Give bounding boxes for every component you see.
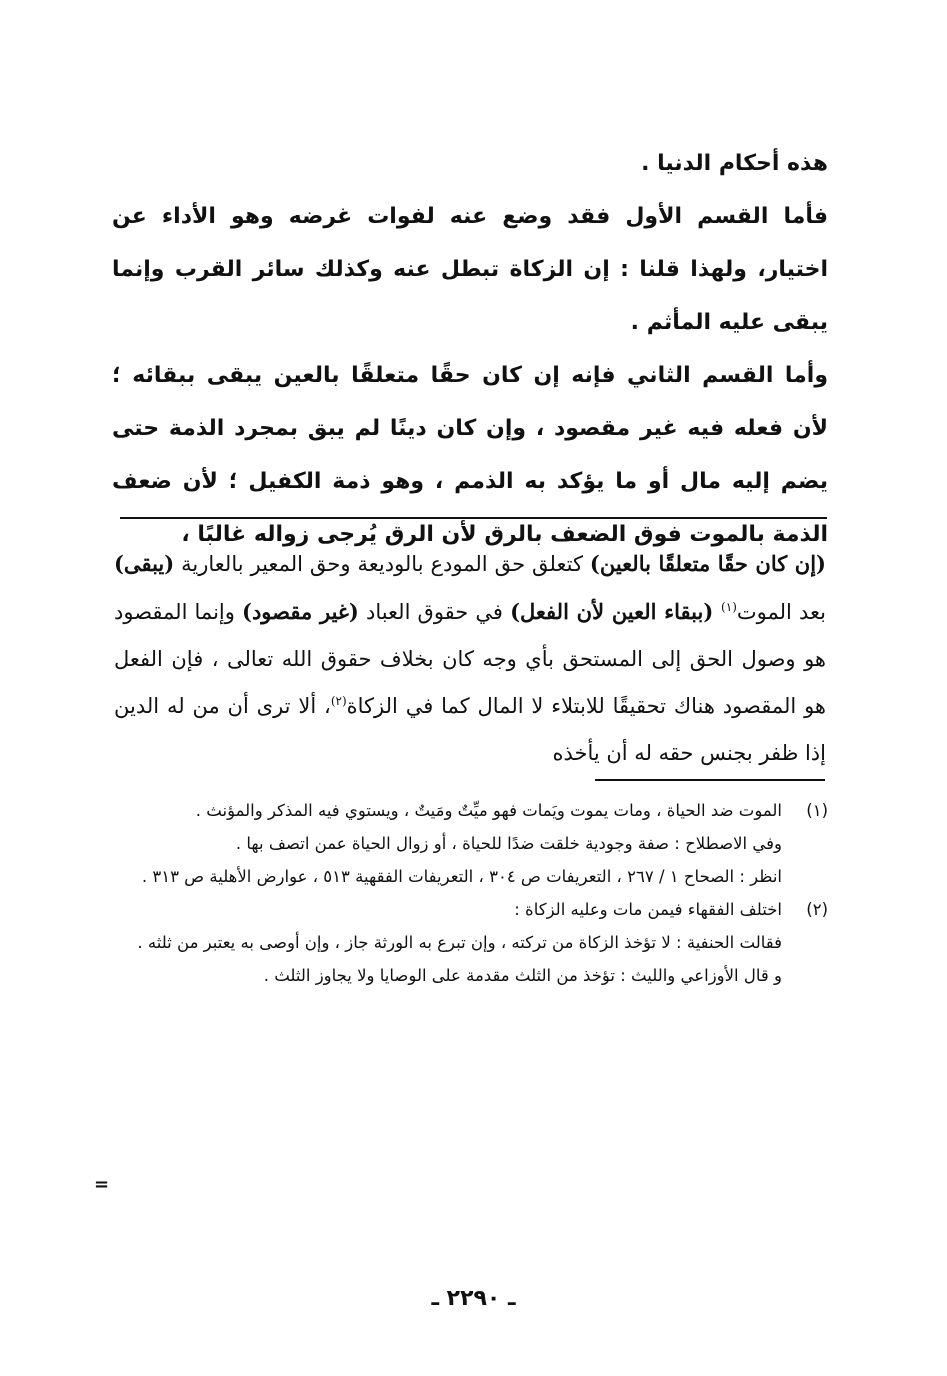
commentary-text-1: كتعلق حق المودع بالوديعة وحق المعير بالعارية	[174, 552, 590, 576]
footnote-2	[108, 893, 828, 992]
footnote-1-line-3: انظر : الصحاح ١ / ٢٦٧ ، التعريفات ص ٣٠٤ ، التعريفات الفقهية ٥١٣ ، عوارض الأهلية ص ٣١٣ .	[141, 867, 782, 886]
footnote-1-body	[108, 794, 782, 893]
main-separator-rule	[120, 517, 827, 519]
commentary-text-4: وإنما المقصود هو وصول الحق إلى المستحق بأي وجه كان بخلاف حقوق الله تعالى ، فإن الفعل هو المقصود هناك تحقيقًا للابتلاء لا المال كما في الزكاة	[114, 600, 826, 718]
main-text-paragraph-1: فأما القسم الأول فقد وضع عنه لفوات غرضه وهو الأداء عن اختيار، ولهذا قلنا : إن الزكاة تبطل عنه وكذلك سائر القرب وإنما يبقى عليه المأثم .	[112, 204, 828, 335]
footnote-2-line-2: فقالت الحنفية : لا تؤخذ الزكاة من تركته ، وإن تبرع به الورثة جاز ، وإن أوصى به يعتبر من ثلثه .	[137, 933, 782, 952]
footnote-2-line-3: و قال الأوزاعي والليث : تؤخذ من الثلث مقدمة على الوصايا ولا يجاوز الثلث .	[263, 966, 782, 985]
footnote-2-number: (٢)	[806, 900, 828, 919]
commentary-text-3: في حقوق العباد	[358, 600, 511, 624]
commentary-quote-2: (يبقى)	[114, 551, 175, 576]
commentary-quote-1: (إن كان حقًا متعلقًا بالعين)	[589, 551, 826, 576]
footnote-1-line-2: وفي الاصطلاح : صفة وجودية خلقت ضدًا للحياة ، أو زوال الحياة عمن اتصف بها .	[235, 834, 782, 853]
main-text-paragraph-2: وأما القسم الثاني فإنه إن كان حقًا متعلقًا بالعين يبقى ببقائه ؛ لأن فعله فيه غير مقصود ، وإن كان دينًا لم يبق بمجرد الذمة حتى يضم إليه مال أو ما يؤكد به الذمم ، وهو ذمة الكفيل ؛ لأن ضعف الذمة بالموت فوق الضعف بالرق لأن الرق يُرجى زواله غالبًا ،	[112, 363, 828, 547]
footnote-1-line-1: الموت ضد الحياة ، ومات يموت ويَمات فهو ميِّتٌ ومَيتٌ ، ويستوي فيه المذكر والمؤنث .	[195, 801, 782, 820]
footnote-separator-rule	[595, 779, 825, 781]
commentary-quote-4: (غير مقصود)	[242, 599, 359, 624]
main-text	[112, 137, 828, 561]
footnote-ref-1[interactable]: (١)	[721, 600, 737, 614]
commentary-paragraph	[114, 540, 826, 777]
footnote-1-number: (١)	[806, 801, 828, 820]
commentary-text	[114, 540, 826, 777]
commentary-quote-3: (ببقاء العين لأن الفعل)	[510, 599, 722, 624]
footnote-1	[108, 794, 828, 893]
footnotes	[108, 794, 828, 992]
footnote-2-line-1: اختلف الفقهاء فيمن مات وعليه الزكاة :	[514, 900, 782, 919]
page-number: ـ ٢٢٩٠ ـ	[431, 1286, 516, 1311]
commentary-text-5: ، ألا ترى أن من له الدين إذا ظفر بجنس حقه له أن يأخذه	[114, 694, 826, 765]
footnote-ref-2[interactable]: (٢)	[330, 694, 347, 708]
commentary-text-2: بعد الموت	[736, 600, 826, 624]
continuation-mark: =	[94, 1174, 110, 1195]
main-text-intro-line: هذه أحكام الدنيا .	[641, 151, 828, 176]
footnote-2-body	[108, 893, 782, 992]
